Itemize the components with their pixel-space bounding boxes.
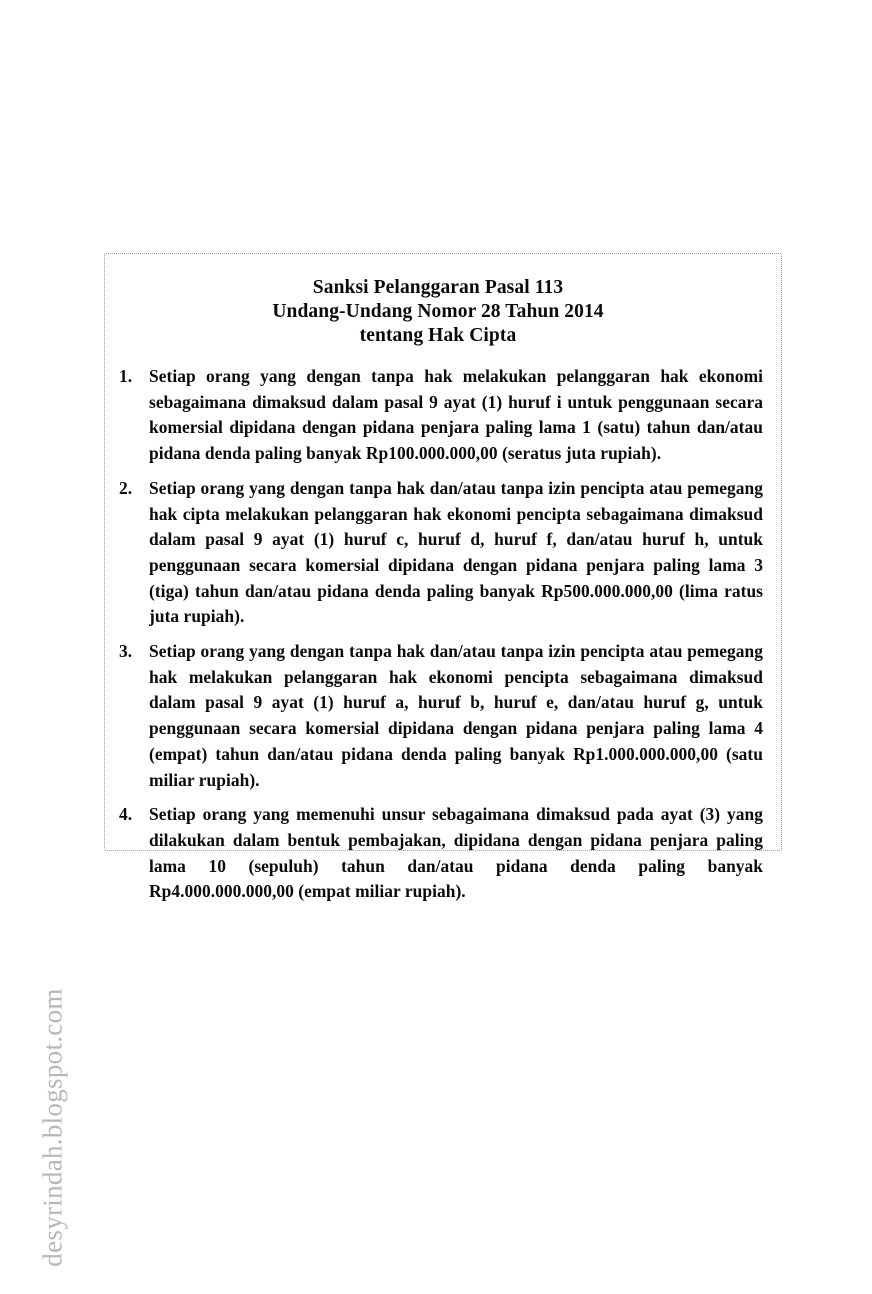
page-title (113, 276, 763, 348)
title-line-3: tentang Hak Cipta (359, 325, 517, 346)
clause-list (113, 364, 763, 905)
clause-number: 3. (119, 641, 133, 662)
clause-text: Setiap orang yang memenuhi unsur sebagaimana dimaksud pada ayat (3) yang dilakukan dalam bentuk pembajakan, dipidana dengan pidana penjara paling lama 10 (sepuluh) tahun dan/atau pidana denda paling banyak Rp4.000.000.000,00 (empat miliar rupiah). (149, 804, 763, 902)
title-line-2: Undang-Undang Nomor 28 Tahun 2014 (272, 301, 604, 322)
clause-text: Setiap orang yang dengan tanpa hak melakukan pelanggaran hak ekonomi sebagaimana dimaksud dalam pasal 9 ayat (1) huruf i untuk penggunaan secara komersial dipidana dengan pidana penjara paling lama 1 (satu) tahun dan/atau pidana denda paling banyak Rp100.000.000,00 (seratus juta rupiah). (149, 366, 763, 464)
clause-item (113, 364, 763, 467)
clause-number: 1. (119, 366, 133, 386)
clause-text: Setiap orang yang dengan tanpa hak dan/atau tanpa izin pencipta atau pemegang hak melakukan pelanggaran hak ekonomi pencipta sebagaimana dimaksud dalam pasal 9 ayat (1) huruf a, huruf b, huruf e, dan/atau huruf g, untuk penggunaan secara komersial dipidana dengan pidana penjara paling lama 4 (empat) tahun dan/atau pidana denda paling banyak Rp1.000.000.000,00 (satu miliar rupiah). (149, 641, 763, 790)
clause-text: Setiap orang yang dengan tanpa hak dan/atau tanpa izin pencipta atau pemegang hak cipta melakukan pelanggaran hak ekonomi pencipta sebagaimana dimaksud dalam pasal 9 ayat (1) huruf c, huruf d, huruf f, dan/atau huruf h, untuk penggunaan secara komersial dipidana dengan pidana penjara paling lama 3 (tiga) tahun dan/atau pidana denda paling banyak Rp500.000.000,00 (lima ratus juta rupiah). (149, 477, 763, 627)
clause-item (113, 639, 763, 793)
watermark-text: desyrindah.blogspot.com (37, 988, 68, 1267)
copyright-notice-box (104, 253, 782, 902)
clause-number: 4. (119, 804, 133, 825)
title-line-1: Sanksi Pelanggaran Pasal 113 (312, 277, 564, 298)
clause-item (113, 802, 763, 905)
clause-number: 2. (119, 477, 133, 498)
clause-item (113, 476, 763, 630)
copyright-notice-content (105, 254, 781, 902)
